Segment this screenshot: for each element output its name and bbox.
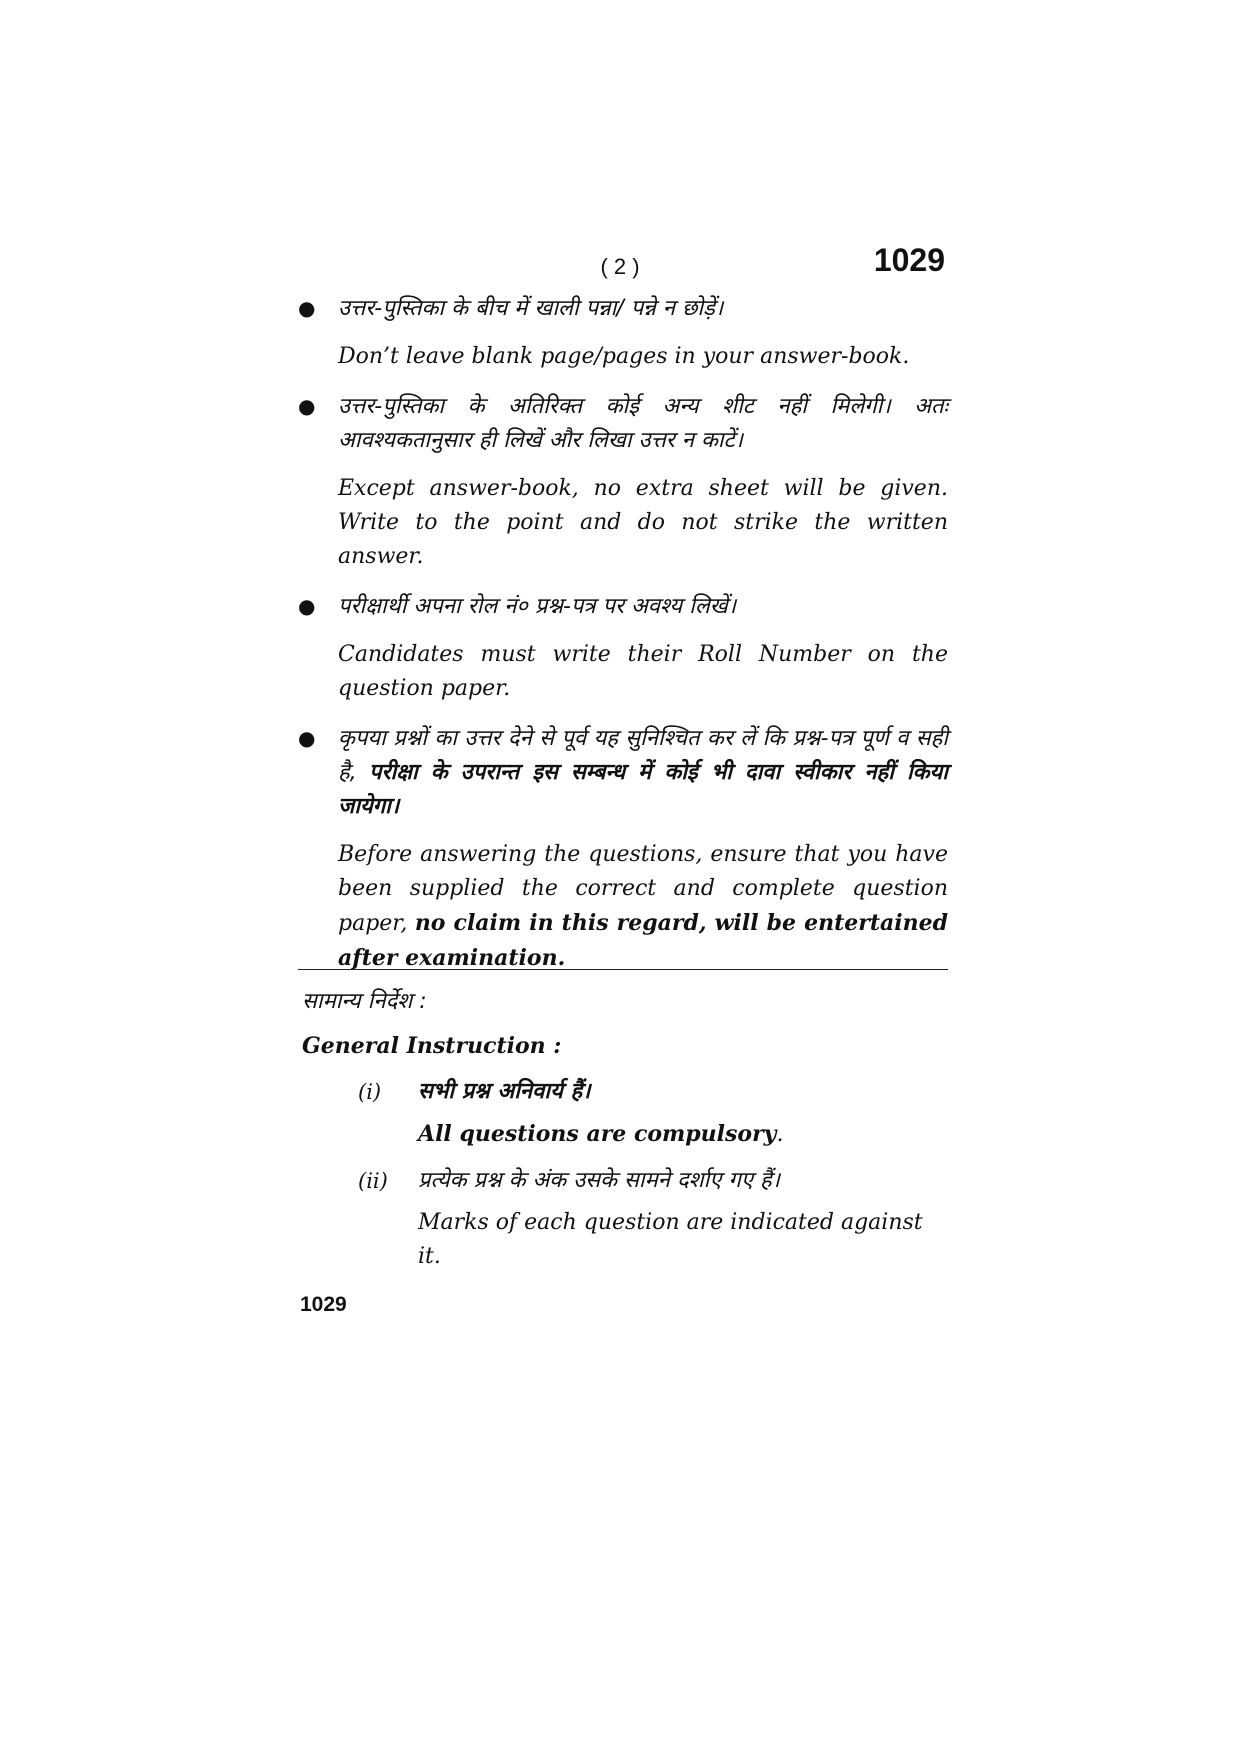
notes-list <box>298 292 948 992</box>
bullet-icon: ● <box>298 594 316 618</box>
note-english-regular: Before answering the questions, ensure that you have been supplied the correct and complete question paper, <box>338 842 948 936</box>
bullet-icon: ● <box>298 726 316 750</box>
note-english: Candidates must write their Roll Number on the question paper. <box>338 642 948 701</box>
paper-code-header: 1029 <box>873 242 945 278</box>
instruction-item <box>302 1164 948 1274</box>
note-hindi <box>338 722 948 824</box>
note-hindi-bold: परीक्षा के उपरान्त इस सम्बन्ध में कोई भी दावा स्वीकार नहीं किया जायेगा। <box>338 760 948 819</box>
instruction-english-bold: All questions are compulsory <box>418 1121 777 1147</box>
instruction-item <box>302 1075 948 1152</box>
bullet-icon: ● <box>298 394 316 418</box>
general-instructions <box>302 985 948 1274</box>
note-english-bold: no claim in this regard, will be entertained after examination. <box>338 910 948 971</box>
note-english: Except answer-book, no extra sheet will be given. Write to the point and do not strike the written answer. <box>338 476 948 569</box>
note-item <box>298 590 948 706</box>
page-number: ( 2 ) <box>600 254 640 279</box>
note-item <box>298 292 948 374</box>
note-hindi: उत्तर-पुस्तिका के अतिरिक्त कोई अन्य शीट नहीं मिलेगी। अतः आवश्यकतानुसार ही लिखें और लिखा उत्तर न काटें। <box>338 394 948 453</box>
general-heading-hindi: सामान्य निर्देश : <box>302 989 427 1014</box>
note-english <box>338 838 948 976</box>
note-hindi-regular: कृपया प्रश्नों का उत्तर देने से पूर्व यह सुनिश्चित कर लें कि प्रश्न-पत्र पूर्ण व सही है, <box>338 726 948 785</box>
note-item <box>298 722 948 976</box>
instruction-english: Marks of each question are indicated against it. <box>418 1210 923 1269</box>
note-item <box>298 390 948 574</box>
section-divider <box>298 969 948 970</box>
general-heading-english: General Instruction : <box>302 1033 562 1059</box>
instruction-number: (ii) <box>358 1169 388 1193</box>
instruction-number: (i) <box>358 1080 382 1104</box>
note-hindi: परीक्षार्थी अपना रोल नं० प्रश्न-पत्र पर अवश्य लिखें। <box>338 594 737 619</box>
bullet-icon: ● <box>298 296 316 320</box>
paper-code-footer: 1029 <box>300 1293 347 1316</box>
note-english: Don’t leave blank page/pages in your answer-book. <box>338 344 910 369</box>
instruction-english <box>418 1117 948 1152</box>
instruction-english-suffix: . <box>776 1122 784 1147</box>
instruction-hindi: प्रत्येक प्रश्न के अंक उसके सामने दर्शाए गए हैं। <box>418 1168 781 1193</box>
instruction-hindi: सभी प्रश्न अनिवार्य हैं। <box>418 1079 591 1104</box>
note-hindi: उत्तर-पुस्तिका के बीच में खाली पन्ना/ पन्ने न छोड़ें। <box>338 296 724 321</box>
